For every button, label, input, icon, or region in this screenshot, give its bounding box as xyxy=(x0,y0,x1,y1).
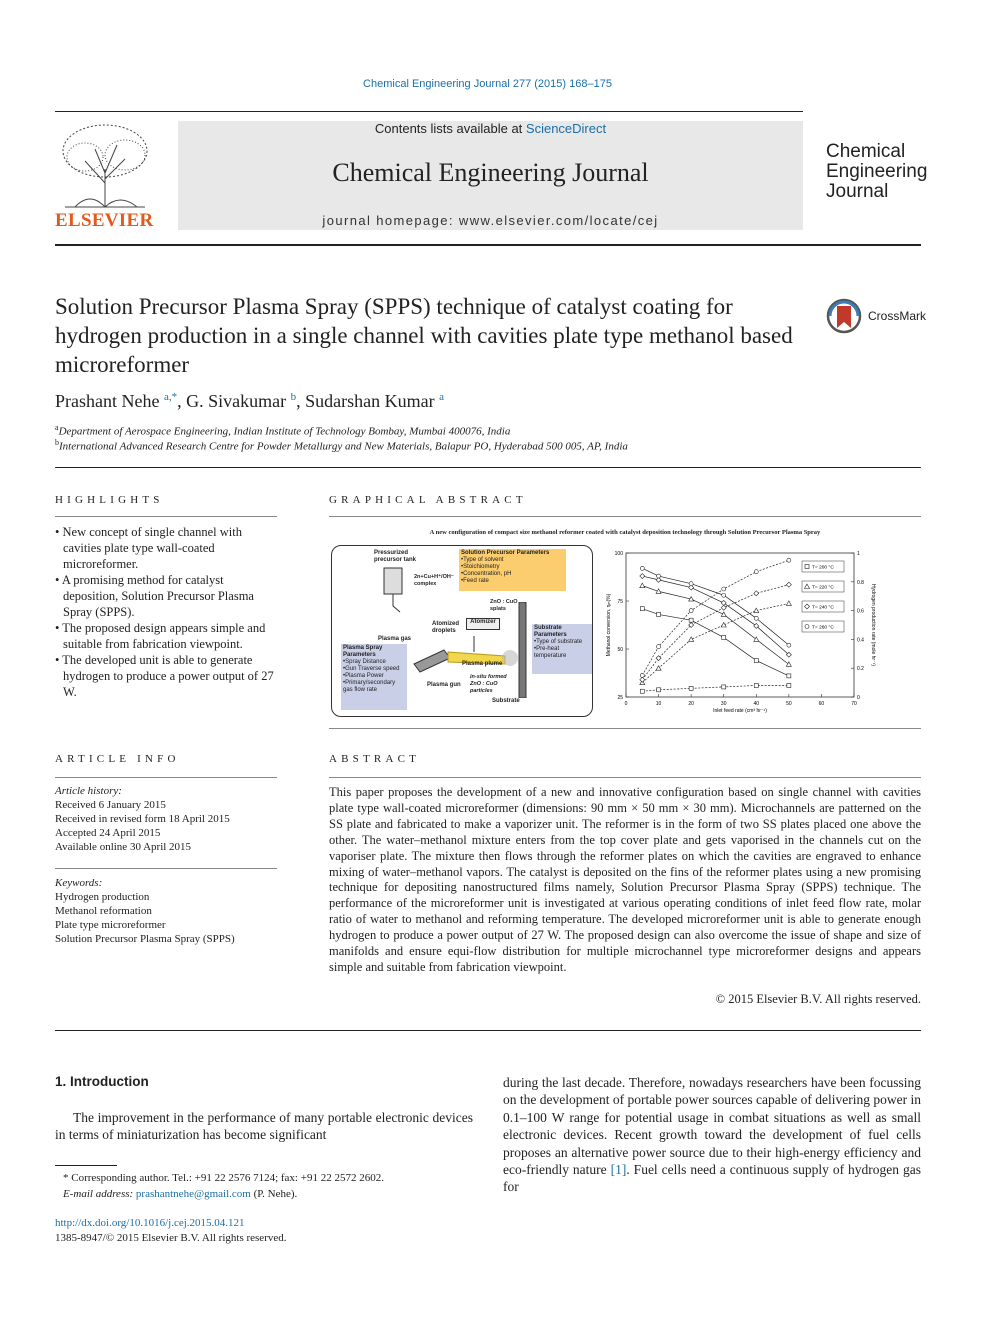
affiliation-mark: a xyxy=(55,423,59,432)
legend-label: T= 240 °C xyxy=(812,605,834,611)
substrate-params-box xyxy=(532,624,592,674)
legend-label: T= 200 °C xyxy=(812,565,834,571)
data-point-triangle xyxy=(656,666,661,671)
intro-left-text: The improvement in the performance of many portable electronic devices in terms of miniaturization has become significant xyxy=(55,1110,473,1143)
y-tick-label: 25 xyxy=(617,695,623,701)
intro-right-text xyxy=(503,1074,921,1196)
precursor-params-title: Solution Precursor Parameters xyxy=(461,550,550,556)
history-item: Received 6 January 2015 xyxy=(55,799,166,811)
history-item: Available online 30 April 2015 xyxy=(55,841,192,853)
highlight-text: The developed unit is able to generate hydrogen to produce a power output of 27 W. xyxy=(62,653,274,699)
substrate-label: Substrate xyxy=(492,698,520,704)
reference-link[interactable]: [1] xyxy=(610,1162,627,1178)
history-label: Article history: xyxy=(55,785,122,797)
affiliation xyxy=(55,438,628,453)
x-tick-label: 40 xyxy=(753,701,760,707)
data-point-circle xyxy=(754,616,758,620)
tank-label: Pressurized precursor tank xyxy=(374,550,417,563)
intro-right-part: . Fuel cells need a continuous supply of hydrogen gas for xyxy=(503,1162,921,1195)
article-info-rule xyxy=(55,777,277,778)
data-point-triangle xyxy=(754,637,759,642)
article-info-heading: ARTICLE INFO xyxy=(55,753,180,765)
x-tick-label: 30 xyxy=(720,701,727,707)
insitu-label: in-situ formed ZnO : CuO particles xyxy=(470,674,507,694)
crossmark-label: CrossMark xyxy=(868,309,927,323)
data-point-circle xyxy=(640,566,644,570)
author-name[interactable]: Prashant Nehe xyxy=(55,391,160,411)
keyword: Methanol reformation xyxy=(55,905,152,917)
corresponding-footnote: * Corresponding author. Tel.: +91 22 2576 7124; fax: +91 22 2572 2602. xyxy=(63,1172,384,1184)
author-affil-mark[interactable]: a,* xyxy=(163,391,178,403)
keyword: Plate type microreformer xyxy=(55,919,166,931)
data-point-square xyxy=(754,683,758,687)
keyword: Solution Precursor Plasma Spray (SPPS) xyxy=(55,933,235,945)
email-link[interactable]: prashantnehe@gmail.com xyxy=(135,1188,251,1200)
chart-legend xyxy=(802,561,844,632)
y2-tick-label: 0.6 xyxy=(857,608,864,615)
history-item: Received in revised form 18 April 2015 xyxy=(55,813,230,825)
crossmark-icon xyxy=(826,298,862,334)
data-point-square xyxy=(722,635,726,639)
highlights-rule xyxy=(55,516,277,517)
plasma-plume-label: Plasma plume xyxy=(462,661,503,667)
keyword: Hydrogen production xyxy=(55,891,150,903)
journal-citation[interactable]: Chemical Engineering Journal 277 (2015) 168–175 xyxy=(363,78,612,90)
precursor-param: •Concentration, pH xyxy=(461,571,512,577)
substrate-param: •Type of substrate xyxy=(534,639,583,645)
chart-ylabel: Methanol conversion, ηₘ(%) xyxy=(606,593,612,657)
keywords-rule xyxy=(55,868,277,869)
footnote-rule xyxy=(55,1165,117,1166)
x-tick-label: 10 xyxy=(655,701,662,707)
elsevier-wordmark[interactable]: ELSEVIER xyxy=(55,210,154,231)
data-point-diamond xyxy=(786,582,791,587)
abstract-heading: ABSTRACT xyxy=(329,753,421,765)
substrate-params-title: Substrate Parameters xyxy=(534,625,567,638)
contents-line xyxy=(178,121,803,136)
highlights-heading: HIGHLIGHTS xyxy=(55,494,164,506)
chart-xlabel: Inlet feed rate (cm³ hr⁻¹) xyxy=(713,708,767,714)
data-point-triangle xyxy=(721,623,726,628)
article-history xyxy=(55,784,230,854)
y2-tick-label: 0.4 xyxy=(857,637,864,644)
doi-link[interactable]: http://dx.doi.org/10.1016/j.cej.2015.04.121 xyxy=(55,1217,245,1229)
data-point-circle xyxy=(689,582,693,586)
article-title: Solution Precursor Plasma Spray (SPPS) technique of catalyst coating for hydrogen production in a single channel with cavities plate type methanol based microreformer xyxy=(55,294,793,377)
x-tick-label: 60 xyxy=(818,701,825,707)
data-point-square xyxy=(805,565,809,569)
tank-icon xyxy=(380,566,410,614)
data-point-triangle xyxy=(721,612,726,617)
complex-label: 2n+Cu+H⁺/OH⁻ complex xyxy=(414,574,454,587)
legend-label: T= 220 °C xyxy=(812,585,834,591)
email-suffix: (P. Nehe). xyxy=(250,1188,298,1200)
data-point-circle xyxy=(689,609,693,613)
data-point-triangle xyxy=(689,637,694,642)
data-point-diamond xyxy=(640,574,645,579)
data-point-circle xyxy=(722,587,726,591)
keywords-label: Keywords: xyxy=(55,877,103,889)
data-point-circle xyxy=(722,593,726,597)
author-sep: , xyxy=(296,391,306,411)
x-tick-label: 70 xyxy=(851,701,857,707)
header-rule-top xyxy=(55,111,803,112)
y2-tick-label: 1 xyxy=(857,551,860,557)
homepage-url[interactable]: www.elsevier.com/locate/cej xyxy=(458,213,659,228)
data-point-circle xyxy=(787,643,791,647)
data-point-circle xyxy=(657,574,661,578)
author-sep: , xyxy=(177,391,187,411)
data-point-triangle xyxy=(640,583,645,588)
x-tick-label: 0 xyxy=(624,701,628,707)
graphical-abstract-caption: A new configuration of compact size methanol reformer coated with catalyst deposition technology through Solution Precursor Plasma Spray xyxy=(429,529,821,536)
affiliation-text: International Advanced Research Centre for Powder Metallurgy and New Materials, Balapur PO, Hyderabad 500 005, AP, India xyxy=(59,440,628,453)
plasma-gas-label: Plasma gas xyxy=(378,636,412,642)
data-point-square xyxy=(640,689,644,693)
highlights-list xyxy=(55,524,277,700)
crossmark-badge[interactable] xyxy=(826,298,926,334)
highlight-item: • A promising method for catalyst deposition, Solution Precursor Plasma Spray (SPPS). xyxy=(55,573,254,619)
abstract-rule xyxy=(329,777,921,778)
author-affil-mark[interactable]: a xyxy=(439,391,444,403)
data-point-circle xyxy=(640,673,644,677)
data-point-circle xyxy=(805,625,809,629)
series-line xyxy=(642,609,789,676)
data-point-circle xyxy=(657,645,661,649)
history-item: Accepted 24 April 2015 xyxy=(55,827,161,839)
plasma-param: •Plasma Power xyxy=(343,673,384,679)
affiliation-text: Department of Aerospace Engineering, Indian Institute of Technology Bombay, Mumbai 400076, India xyxy=(58,425,511,438)
y-tick-label: 75 xyxy=(617,599,623,605)
email-footnote xyxy=(55,1186,485,1202)
data-point-square xyxy=(657,612,661,616)
data-point-square xyxy=(657,688,661,692)
data-point-triangle xyxy=(786,601,791,606)
journal-logo-line: Journal xyxy=(826,181,889,202)
journal-logo-line: Engineering xyxy=(826,161,928,182)
author-name[interactable]: Sudarshan Kumar xyxy=(305,391,435,411)
intro-heading: 1. Introduction xyxy=(55,1074,149,1089)
contents-prefix: Contents lists available at xyxy=(374,121,526,136)
data-point-diamond xyxy=(640,677,645,682)
highlight-item: • The developed unit is able to generate hydrogen to produce a power output of 27 W. xyxy=(55,653,274,699)
highlight-text: A promising method for catalyst deposition, Solution Precursor Plasma Spray (SPPS). xyxy=(61,573,254,619)
y-tick-label: 50 xyxy=(617,647,623,653)
data-point-triangle xyxy=(786,662,791,667)
data-point-square xyxy=(787,683,791,687)
affiliation-mark: b xyxy=(55,438,59,447)
journal-homepage xyxy=(178,213,803,228)
header-rule-bottom xyxy=(55,244,921,246)
y2-tick-label: 0 xyxy=(857,695,860,701)
homepage-label: journal homepage: xyxy=(322,213,459,228)
author-list xyxy=(55,391,444,412)
precursor-param: •Stoichiometry xyxy=(461,564,500,570)
data-point-square xyxy=(754,659,758,663)
data-point-circle xyxy=(787,558,791,562)
highlight-text: The proposed design appears simple and suitable from fabrication viewpoint. xyxy=(62,621,266,651)
data-point-square xyxy=(689,618,693,622)
plasma-params-title: Plasma Spray Parameters xyxy=(343,645,383,658)
keywords xyxy=(55,876,235,946)
sciencedirect-link[interactable]: ScienceDirect xyxy=(525,121,607,136)
elsevier-tree-logo[interactable] xyxy=(55,121,155,209)
plasma-param: •Gun Traverse speed xyxy=(343,666,400,672)
y2-tick-label: 0.2 xyxy=(857,666,864,673)
journal-name: Chemical Engineering Journal xyxy=(332,158,649,187)
atomizer-label: Atomizer xyxy=(466,618,500,630)
highlight-item: • The proposed design appears simple and suitable from fabrication viewpoint. xyxy=(55,621,266,651)
data-point-square xyxy=(787,674,791,678)
substrate-param: •Pre-heat temperature xyxy=(534,646,567,659)
author-affil-mark[interactable]: b xyxy=(290,391,297,403)
data-point-diamond xyxy=(721,605,726,610)
feed-rate-chart[interactable] xyxy=(596,545,896,717)
data-point-square xyxy=(689,686,693,690)
graphical-abstract-rule-bottom xyxy=(329,728,921,729)
copyright: © 2015 Elsevier B.V. All rights reserved. xyxy=(715,992,921,1006)
abstract-rule-bottom xyxy=(55,1030,921,1031)
issn-line: 1385-8947/© 2015 Elsevier B.V. All rights reserved. xyxy=(55,1232,287,1244)
highlight-text: New concept of single channel with cavities plate type wall-coated microreformer. xyxy=(62,525,242,571)
y2-tick-label: 0.8 xyxy=(857,579,864,586)
spps-diagram[interactable] xyxy=(331,545,593,717)
precursor-params-box xyxy=(459,549,566,591)
plasma-gun-label: Plasma gun xyxy=(427,682,461,688)
data-point-diamond xyxy=(721,600,726,605)
legend-label: T= 260 °C xyxy=(812,625,834,631)
plasma-param: •Spray Distance xyxy=(343,659,386,665)
corresponding-text: Corresponding author. Tel.: +91 22 2576 7124; fax: +91 22 2572 2602. xyxy=(71,1172,384,1184)
title-rule xyxy=(55,467,921,468)
intro-right-part: during the last decade. Therefore, nowadays researchers have been focussing on the development of portable power sources capable of delivering power in 0.1–100 W range for potential usage in combat situations as well as small electronic devices. Recent growth toward the development of fuel cells proposes an alternative power source due to their high-energy efficiency and eco-friendly nature xyxy=(503,1075,921,1178)
plasma-param: •Primary/secondary gas flow rate xyxy=(343,680,396,693)
x-tick-label: 50 xyxy=(786,701,792,707)
series-line xyxy=(642,568,789,645)
journal-logo-line: Chemical xyxy=(826,141,906,162)
series-line xyxy=(642,685,789,691)
precursor-param: •Feed rate xyxy=(461,578,489,584)
substrate-plate xyxy=(517,602,529,698)
chart-series-group xyxy=(640,558,792,693)
footnotes xyxy=(55,1170,485,1202)
splats-label: ZnO : CuO splats xyxy=(490,599,518,612)
data-point-circle xyxy=(754,570,758,574)
data-point-square xyxy=(722,685,726,689)
x-tick-label: 20 xyxy=(688,701,694,707)
plasma-params-box xyxy=(341,644,407,710)
graphical-abstract-rule xyxy=(329,516,921,517)
graphical-abstract-heading: GRAPHICAL ABSTRACT xyxy=(329,494,527,506)
highlight-item: • New concept of single channel with cavities plate type wall-coated microreformer. xyxy=(55,525,242,571)
author-name[interactable]: G. Sivakumar xyxy=(186,391,287,411)
precursor-param: •Type of solvent xyxy=(461,557,504,563)
y-tick-label: 100 xyxy=(614,551,623,557)
abstract-text: This paper proposes the development of a new and innovative configuration based on single channel with cavities plate type wall-coated microreformer (dimensions: 90 mm × 50 mm × 30 mm). Microchannels are patterned on the SS plate and fabricated to make a vaporizer unit. The reformer is in the form of two SS plates placed one above the other. The water–methanol mixture enters from the top cover plate and gets vaporised in the channels cut on the vaporiser plate. The mixture then flows through the reformer plates on which the cavities are engraved to enhance mixing of water–methanol vapors. The catalyst is deposited on the fins of the reformer plates using a new promising technique for depositing nanostructured films namely, Solution Precursor Plasma Spray (SPPS) technique. The performance of the microreformer unit is investigated at various operating conditions of inlet feed flow rate, molar ratio of water to methanol and reforming temperature. The developed microreformer unit is able to generate enough hydrogen to produce a power output of 27 W. The proposed design can also overcome the issue of shape and size of manifolds and ensure equi-flow distribution for multiple microchannel type microreformer designs and appears simple and suitable from fabrication viewpoint. xyxy=(329,785,921,974)
email-label: E-mail address: xyxy=(63,1188,136,1200)
journal-logo[interactable] xyxy=(826,142,927,202)
data-point-diamond xyxy=(754,591,759,596)
chart-y2label: Hydrogen production rate (mole hr⁻¹) xyxy=(870,583,876,667)
droplets-label: Atomized droplets xyxy=(432,621,459,634)
affiliation xyxy=(55,423,510,438)
data-point-square xyxy=(640,607,644,611)
